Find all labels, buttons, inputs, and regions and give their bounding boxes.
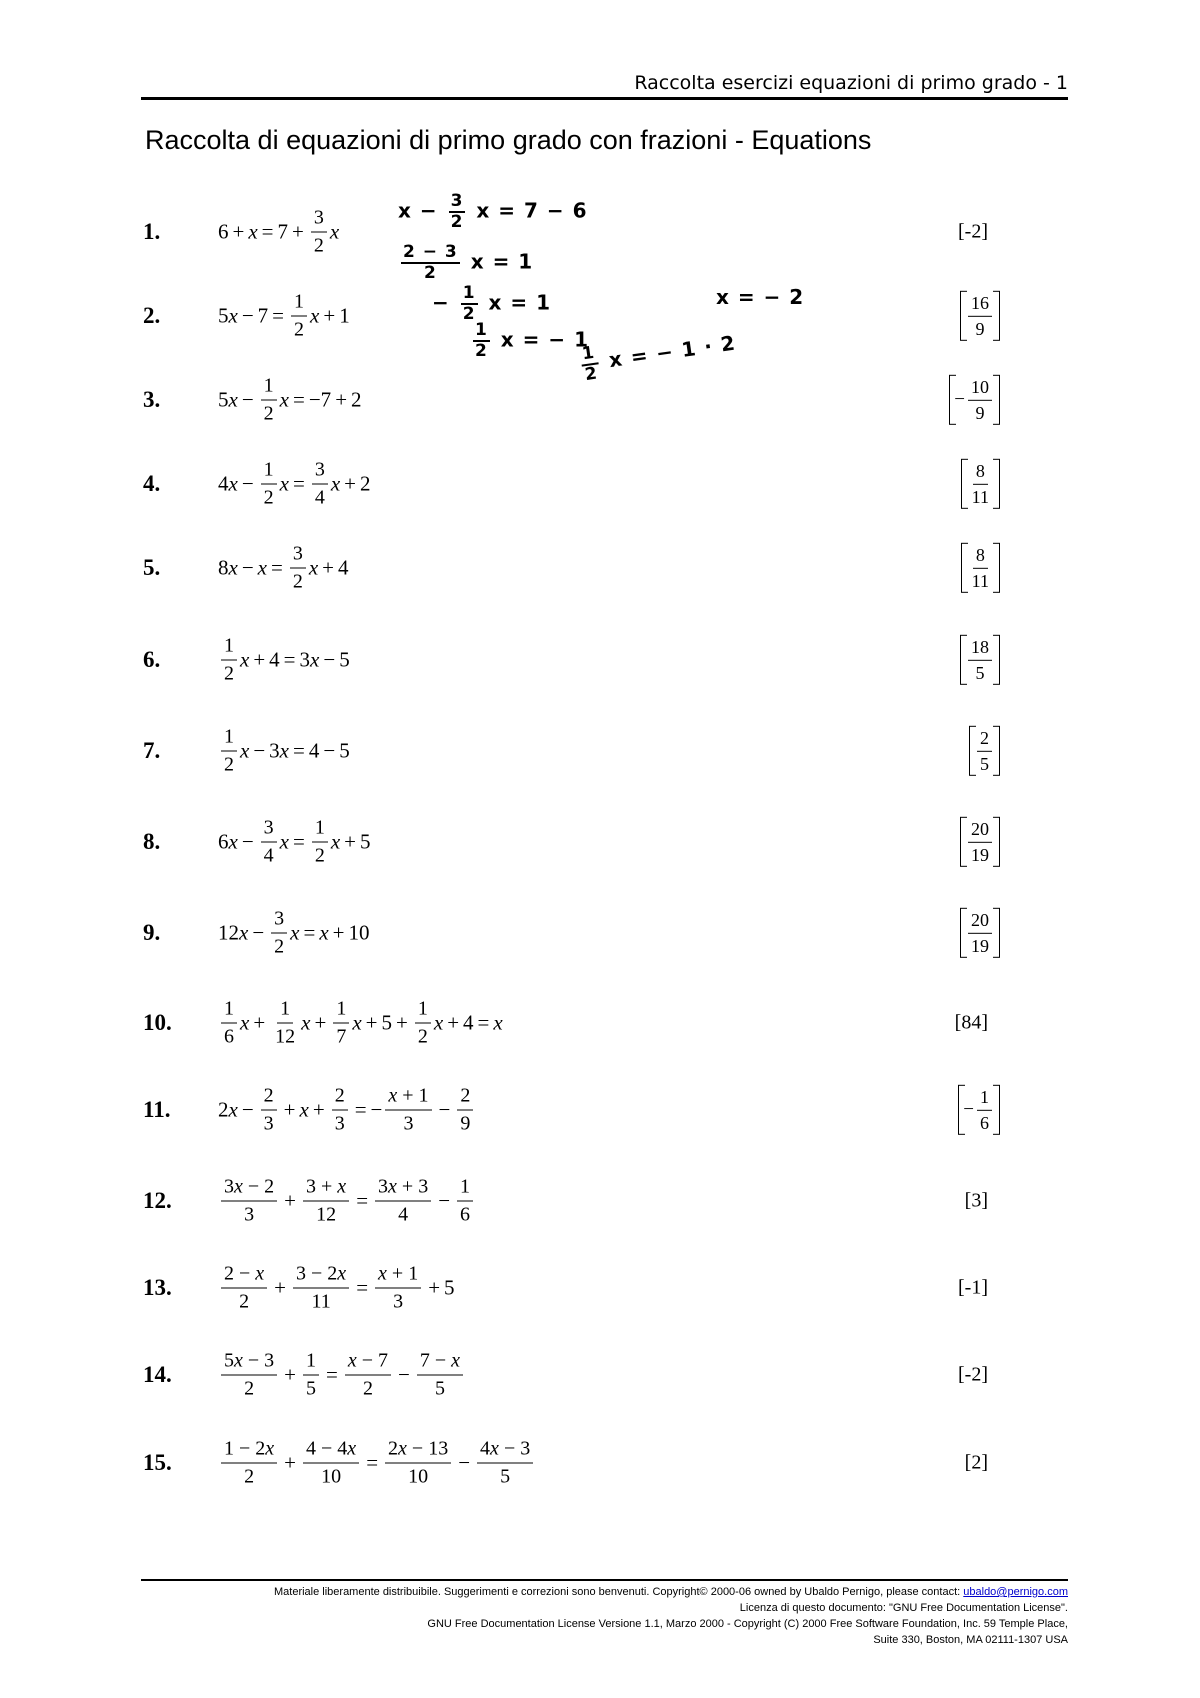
- exercise-number: 8.: [143, 829, 161, 854]
- exercise-number: 11.: [143, 1097, 171, 1122]
- handwriting-line-5: $\frac{1}{2}$ x = − 1 · 2: [580, 330, 738, 386]
- equation: $\frac{3x - 2}{3}$ + $\frac{3 + x}{12}$ = $\frac{3x + 3}{4}$ − $\frac{1}{6}$: [218, 1176, 476, 1227]
- answer: $\frac{8}{11}$: [961, 543, 1000, 593]
- equation: 4 x − $\frac{1}{2}$ x = $\frac{3}{4}$ x + 2: [218, 458, 371, 509]
- document-title: Raccolta di equazioni di primo grado con frazioni - Equations: [145, 125, 872, 155]
- answer: [-2]: [958, 220, 988, 243]
- exercise-row: [0, 1258, 1200, 1318]
- equation: $\frac{2 - x}{2}$ + $\frac{3 - 2x}{11}$ = $\frac{x + 1}{3}$ + 5: [218, 1263, 455, 1314]
- equation: 8 x − x = $\frac{3}{2}$ x + 4: [218, 542, 349, 593]
- handwriting-line-3: − $\frac{1}{2}$ x = 1: [432, 283, 552, 324]
- footer-rule: [141, 1579, 1068, 1581]
- handwriting-result: x = − 2: [716, 285, 805, 309]
- answer: $\frac{16}{9}$: [960, 291, 1000, 341]
- exercise-row: [0, 1345, 1200, 1405]
- exercise-number: 1.: [143, 219, 161, 244]
- exercise-number: 9.: [143, 920, 161, 945]
- answer: [-2]: [958, 1363, 988, 1386]
- exercise-row: [0, 630, 1200, 690]
- equation: $\frac{1}{2}$ x + 4 = 3 x − 5: [218, 635, 350, 686]
- exercise-row: [0, 1171, 1200, 1231]
- equation: 5 x − 7 = $\frac{1}{2}$ x + 1: [218, 290, 350, 341]
- answer: $\frac{20}{19}$: [960, 908, 1000, 958]
- exercise-number: 3.: [143, 387, 161, 412]
- exercise-row: [0, 1080, 1200, 1140]
- equation: 6 x − $\frac{3}{4}$ x = $\frac{1}{2}$ x + 5: [218, 816, 371, 867]
- exercise-row: [0, 993, 1200, 1053]
- equation: 12 x − $\frac{3}{2}$ x = x + 10: [218, 907, 370, 958]
- answer: − $\frac{1}{6}$: [958, 1085, 1000, 1135]
- answer: − $\frac{10}{9}$: [949, 375, 1000, 425]
- answer: [84]: [954, 1011, 988, 1034]
- handwriting-line-2: $\frac{2 - 3}{2}$ x = 1: [403, 242, 534, 283]
- exercise-number: 5.: [143, 555, 161, 580]
- exercise-row: [0, 903, 1200, 963]
- equation: 2 x − $\frac{2}{3}$ + x + $\frac{2}{3}$ = − $\frac{x + 1}{3}$ − $\frac{2}{9}$: [218, 1085, 476, 1136]
- exercise-number: 15.: [143, 1450, 172, 1475]
- equation: $\frac{5x - 3}{2}$ + $\frac{1}{5}$ = $\frac{x - 7}{2}$ − $\frac{7 - x}{5}$: [218, 1350, 466, 1401]
- running-header: Raccolta esercizi equazioni di primo grado - 1: [634, 72, 1068, 94]
- exercise-row: [0, 283, 1200, 346]
- footer-line-4: Suite 330, Boston, MA 02111-1307 USA: [873, 1634, 1068, 1646]
- exercise-row: [0, 202, 1200, 262]
- answer: [2]: [964, 1451, 988, 1474]
- header-rule: [141, 97, 1068, 100]
- exercise-number: 14.: [143, 1362, 172, 1387]
- equation: 6 + x = 7 + $\frac{3}{2}$ x: [218, 206, 340, 257]
- exercise-row: [0, 538, 1200, 598]
- exercise-row: [0, 812, 1200, 872]
- exercise-number: 4.: [143, 471, 161, 496]
- exercise-number: 6.: [143, 647, 161, 672]
- answer: $\frac{2}{5}$: [969, 726, 1000, 776]
- exercise-row: [0, 1433, 1200, 1493]
- handwriting-line-1: x − $\frac{3}{2}$ x = 7 − 6: [398, 191, 588, 232]
- answer: $\frac{20}{19}$: [960, 817, 1000, 867]
- answer: [-1]: [958, 1276, 988, 1299]
- footer-line-2: Licenza di questo documento: "GNU Free Documentation License".: [739, 1602, 1068, 1614]
- exercise-row: [0, 721, 1200, 781]
- contact-email-link[interactable]: ubaldo@pernigo.com: [963, 1586, 1068, 1598]
- exercise-row: [0, 454, 1200, 514]
- exercise-number: 2.: [143, 303, 161, 328]
- exercise-number: 13.: [143, 1275, 172, 1300]
- exercise-row: [0, 370, 1200, 430]
- footer: [274, 1584, 1068, 1648]
- exercise-number: 10.: [143, 1010, 172, 1035]
- handwriting-line-4: $\frac{1}{2}$ x = − 1: [475, 320, 590, 361]
- equation: $\frac{1}{2}$ x − 3 x = 4 − 5: [218, 726, 350, 777]
- equation: $\frac{1 - 2x}{2}$ + $\frac{4 - 4x}{10}$ = $\frac{2x - 13}{10}$ − $\frac{4x - 3}{5}$: [218, 1438, 536, 1489]
- equation: 5 x − $\frac{1}{2}$ x = −7 + 2: [218, 374, 362, 425]
- answer: $\frac{8}{11}$: [961, 459, 1000, 509]
- answer: [3]: [964, 1189, 988, 1212]
- exercise-number: 7.: [143, 738, 161, 763]
- footer-line-3: GNU Free Documentation License Versione 1.1, Marzo 2000 - Copyright (C) 2000 Free Software Foundation, Inc. 59 Temple Place,: [427, 1618, 1068, 1630]
- exercise-number: 12.: [143, 1188, 172, 1213]
- equation: $\frac{1}{6}$ x + $\frac{1}{12}$ x + $\frac{1}{7}$ x + 5 + $\frac{1}{2}$ x + 4 = x: [218, 998, 503, 1049]
- answer: $\frac{18}{5}$: [960, 635, 1000, 685]
- footer-line-1: Materiale liberamente distribuibile. Suggerimenti e correzioni sono benvenuti. Copyright© 2000-06 owned by Ubaldo Pernigo, please contact: ubaldo@pernigo.com: [273, 1586, 1068, 1598]
